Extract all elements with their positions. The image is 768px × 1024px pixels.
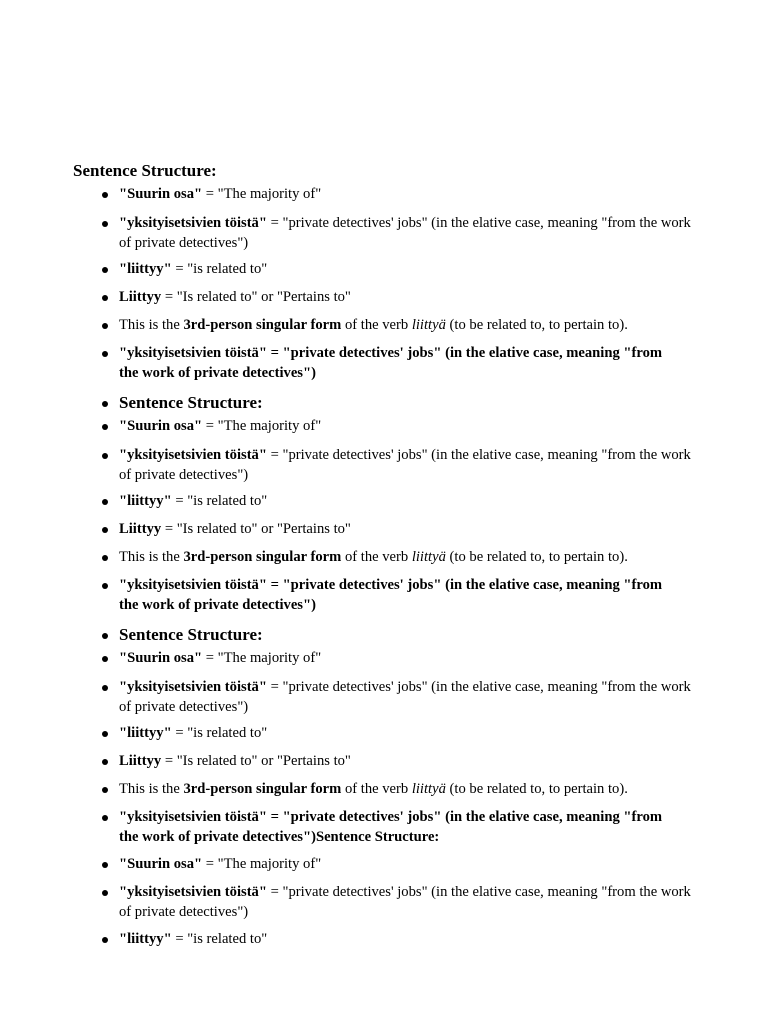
list-item [119,520,699,540]
term: "liittyy" [119,931,172,947]
bullet-icon [102,787,108,793]
text: (to be related to, to pertain to). [445,317,628,333]
list-item [119,576,679,615]
term: "yksityisetsivien töistä" [119,679,267,695]
term: "yksityisetsivien töistä" [119,447,267,463]
definition: = "is related to" [171,725,268,741]
bullet-icon [102,192,108,198]
bullet-icon [102,401,108,407]
verb: liittyä [411,549,446,565]
list-item [119,808,679,847]
term: "Suurin osa" [119,650,203,666]
bullet-icon [102,731,108,737]
bullet-icon [102,499,108,505]
bullet-icon [102,453,108,459]
list-item [119,492,699,512]
definition: = "The majority of" [202,186,322,202]
bullet-icon [102,351,108,357]
text: "yksityisetsivien töistä" = "private detectives' jobs" (in the elative case, meaning "from the work of private detectives") [119,577,663,613]
list-item [119,780,699,800]
definition: = "is related to" [171,493,268,509]
definition: = "The majority of" [202,856,322,872]
section-heading [119,393,699,413]
list-item [119,316,699,336]
list-item [119,548,699,568]
bullet-icon [102,527,108,533]
list-item [119,678,699,717]
bullet-icon [102,815,108,821]
text: of the verb [341,317,412,333]
bullet-icon [102,656,108,662]
emphasis: 3rd-person singular form [183,549,342,565]
text: Sentence Structure: [119,625,263,644]
text: This is the [119,317,184,333]
verb: liittyä [411,781,446,797]
text: This is the [119,549,184,565]
bullet-icon [102,555,108,561]
section-heading [119,625,699,645]
list-item [119,752,699,772]
definition: = "private detectives' jobs" (in the elative case, meaning "from the work of private detectives") [119,215,691,251]
list-item [119,344,679,383]
definition: = "The majority of" [202,418,322,434]
term: "yksityisetsivien töistä" [119,884,267,900]
term: "Suurin osa" [119,418,203,434]
bullet-icon [102,633,108,639]
bullet-icon [102,759,108,765]
text: This is the [119,781,184,797]
term: "liittyy" [119,725,172,741]
emphasis: 3rd-person singular form [183,317,342,333]
list-item [119,214,699,253]
definition: = "The majority of" [202,650,322,666]
text: of the verb [341,549,412,565]
definition: = "Is related to" or "Pertains to" [161,289,351,305]
term: "liittyy" [119,261,172,277]
definition: = "Is related to" or "Pertains to" [161,753,351,769]
term: "liittyy" [119,493,172,509]
text: of the verb [341,781,412,797]
term: Liittyy [119,753,162,769]
definition: = "private detectives' jobs" (in the elative case, meaning "from the work of private detectives") [119,679,691,715]
term: Liittyy [119,289,162,305]
definition: = "private detectives' jobs" (in the elative case, meaning "from the work of private detectives") [119,447,691,483]
list-item [119,724,699,744]
bullet-icon [102,323,108,329]
bullet-icon [102,862,108,868]
bullet-icon [102,685,108,691]
bullet-icon [102,424,108,430]
list-item [119,185,699,205]
bullet-icon [102,583,108,589]
bullet-icon [102,221,108,227]
list-item [119,930,699,950]
bullet-icon [102,267,108,273]
list-item [119,649,699,669]
term: "Suurin osa" [119,186,203,202]
list-item [119,260,699,280]
term: "Suurin osa" [119,856,203,872]
text: (to be related to, to pertain to). [445,781,628,797]
definition: = "is related to" [171,261,268,277]
list-item [119,288,699,308]
list-item [119,855,699,875]
list-item [119,446,699,485]
text: (to be related to, to pertain to). [445,549,628,565]
text: "yksityisetsivien töistä" = "private detectives' jobs" (in the elative case, meaning "from the work of private detectives")Sentence Structure: [119,809,663,845]
bullet-icon [102,937,108,943]
bullet-icon [102,295,108,301]
term: "yksityisetsivien töistä" [119,215,267,231]
list-item [119,417,699,437]
text: "yksityisetsivien töistä" = "private detectives' jobs" (in the elative case, meaning "from the work of private detectives") [119,345,663,381]
list-item [119,883,699,922]
verb: liittyä [411,317,446,333]
definition: = "private detectives' jobs" (in the elative case, meaning "from the work of private detectives") [119,884,691,920]
text: Sentence Structure: [119,393,263,412]
definition: = "is related to" [171,931,268,947]
emphasis: 3rd-person singular form [183,781,342,797]
definition: = "Is related to" or "Pertains to" [161,521,351,537]
bullet-icon [102,890,108,896]
page-heading: Sentence Structure: [73,161,217,180]
term: Liittyy [119,521,162,537]
